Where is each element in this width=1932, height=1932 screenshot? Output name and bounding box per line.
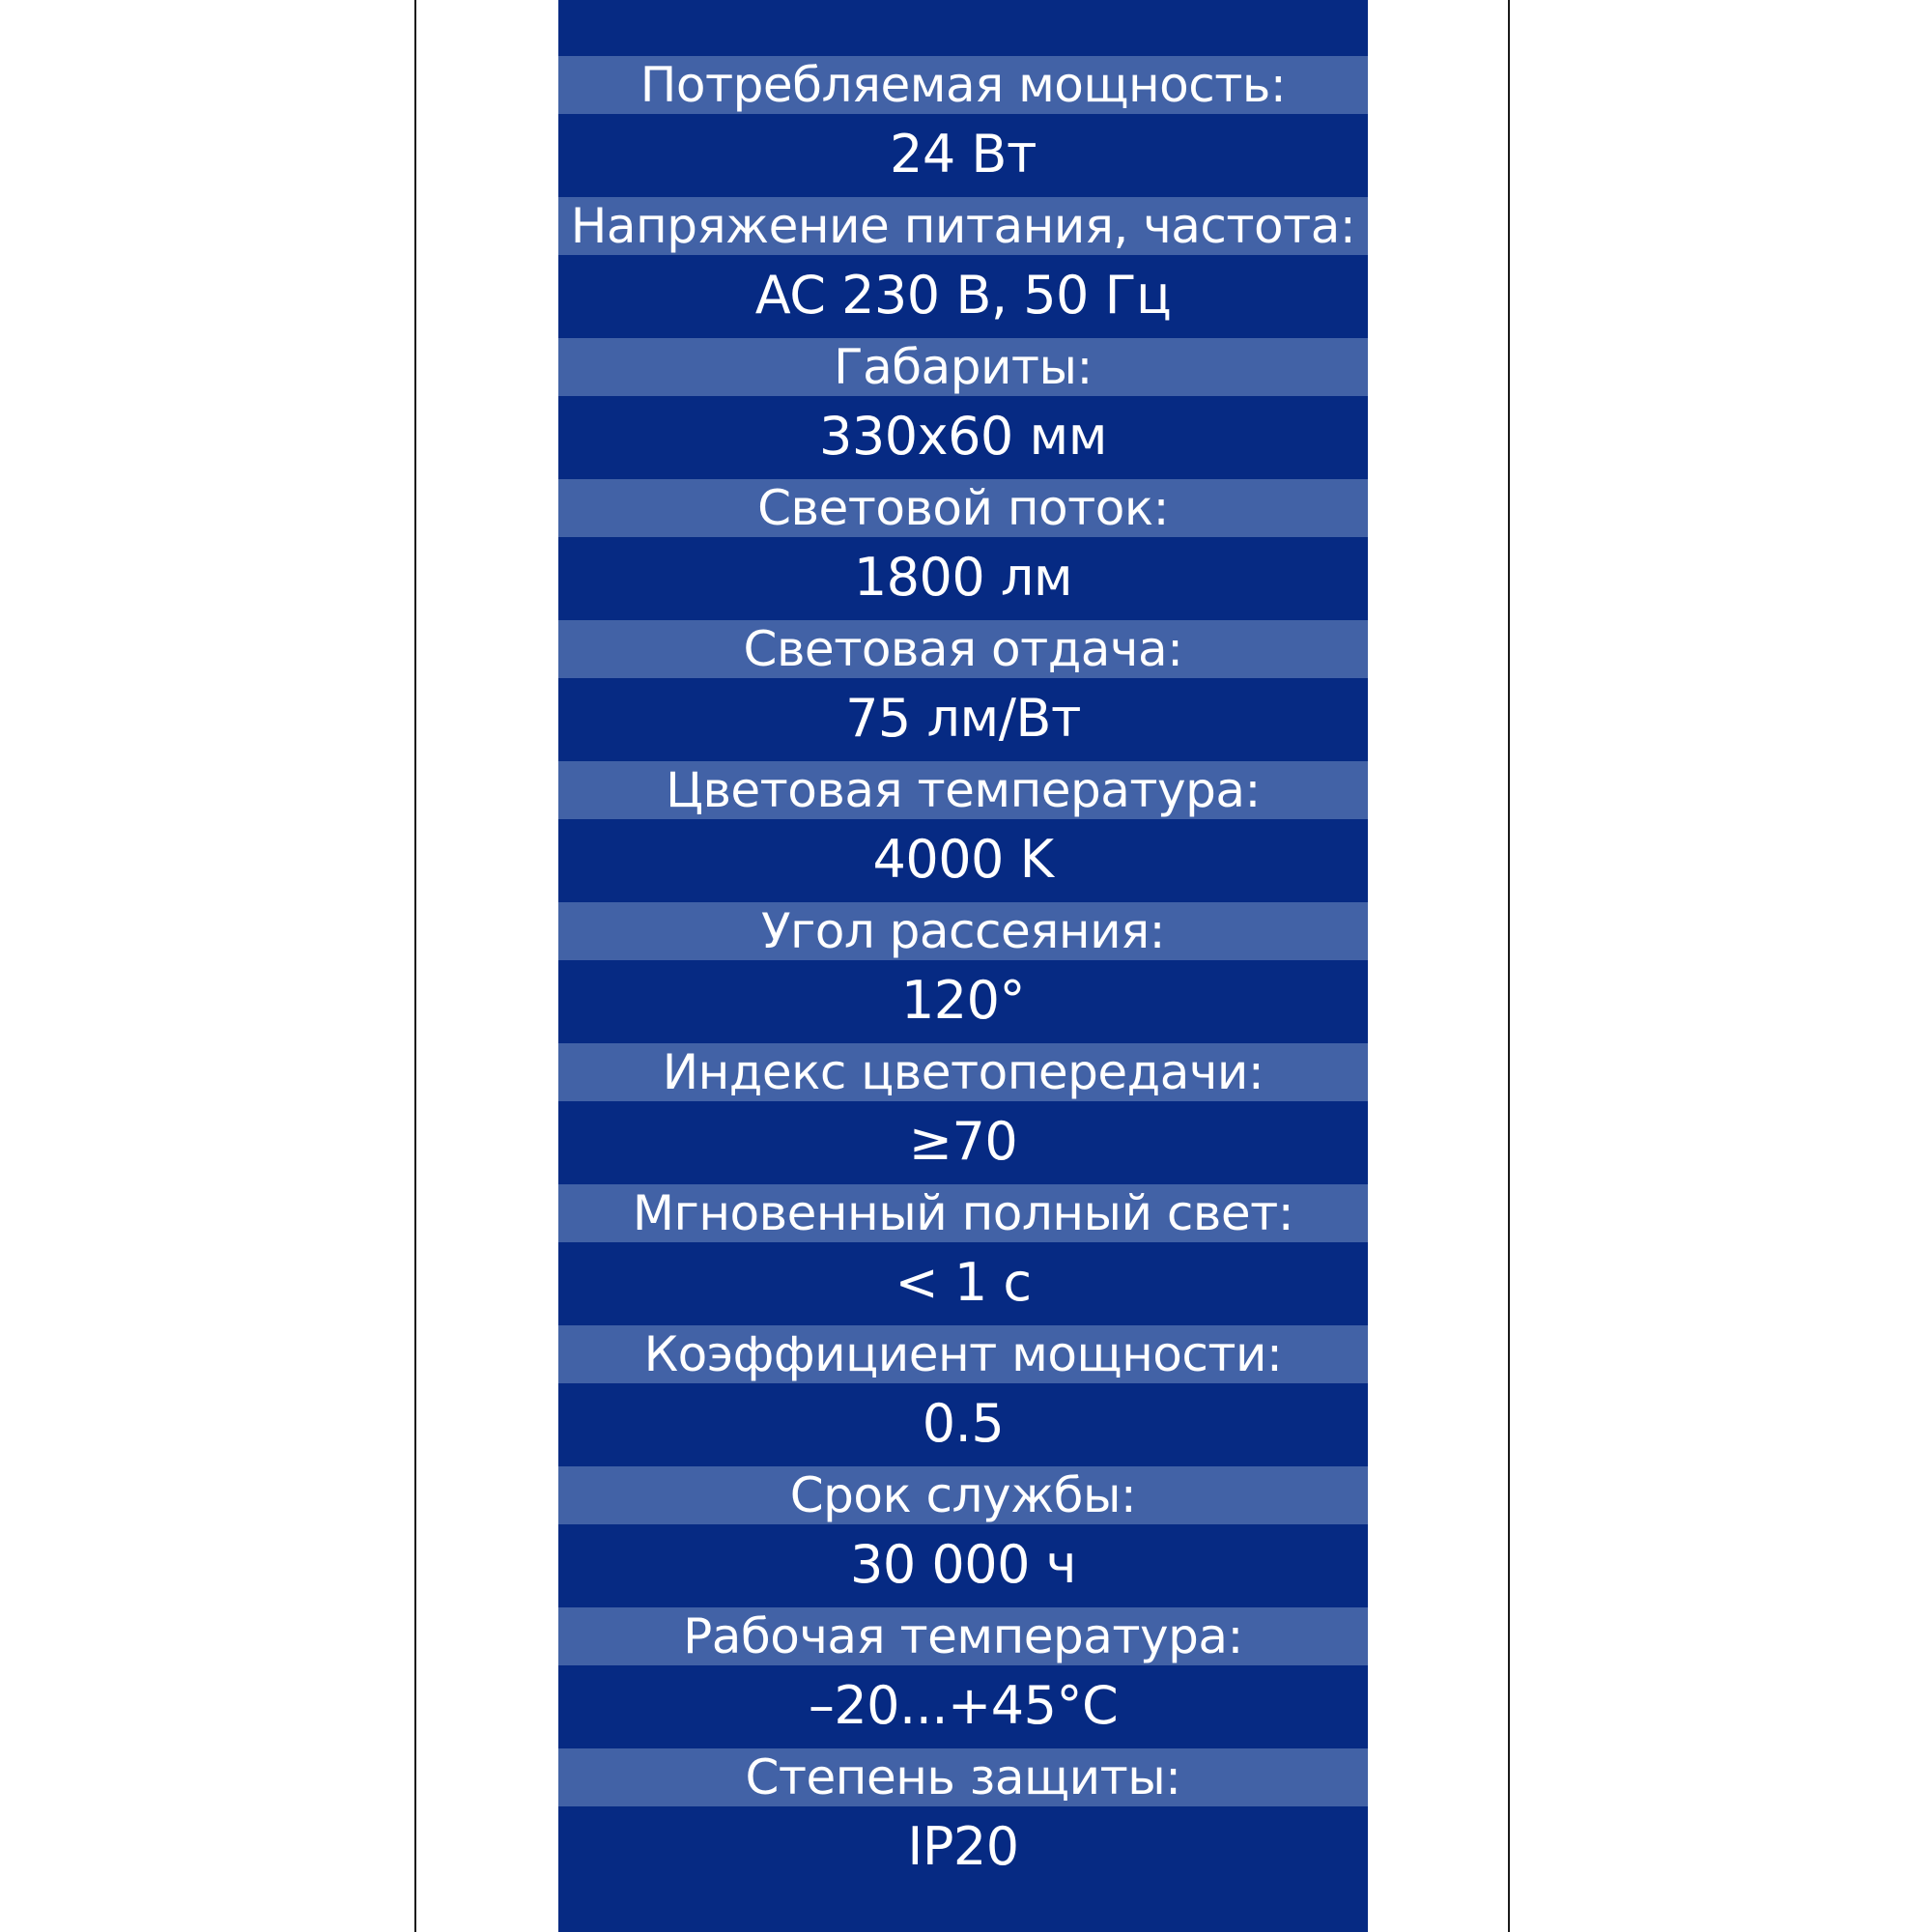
- spec-label: Срок службы:: [558, 1466, 1368, 1524]
- spec-label: Степень защиты:: [558, 1748, 1368, 1806]
- spec-value: AC 230 В, 50 Гц: [754, 264, 1172, 326]
- spec-value: 4000 K: [872, 828, 1054, 890]
- spec-value: IP20: [907, 1815, 1019, 1877]
- spec-value: ≥70: [908, 1110, 1018, 1172]
- spec-label: Световой поток:: [558, 479, 1368, 537]
- spec-value: 75 лм/Вт: [845, 687, 1081, 749]
- spec-label: Рабочая температура:: [558, 1607, 1368, 1665]
- spec-label: Цветовая температура:: [558, 761, 1368, 819]
- spec-label: Коэффициент мощности:: [558, 1325, 1368, 1383]
- spec-label: Напряжение питания, частота:: [558, 197, 1368, 255]
- spec-value: 330x60 мм: [819, 405, 1107, 467]
- spec-label: Мгновенный полный свет:: [558, 1184, 1368, 1242]
- spec-value: 120°: [900, 969, 1026, 1031]
- spec-value: 30 000 ч: [849, 1533, 1077, 1595]
- spec-label: Индекс цветопередачи:: [558, 1043, 1368, 1101]
- spec-value: –20...+45°C: [808, 1674, 1119, 1736]
- frame-line-left: [414, 0, 416, 1932]
- spec-value: < 1 с: [895, 1251, 1032, 1313]
- spec-value: 24 Вт: [890, 123, 1037, 185]
- spec-label: Угол рассеяния:: [558, 902, 1368, 960]
- spec-label: Световая отдача:: [558, 620, 1368, 678]
- spec-label: Габариты:: [558, 338, 1368, 396]
- spec-label: Потребляемая мощность:: [558, 56, 1368, 114]
- spec-value: 0.5: [922, 1392, 1005, 1454]
- frame-line-right: [1508, 0, 1510, 1932]
- spec-value: 1800 лм: [853, 546, 1073, 608]
- spec-panel: [558, 0, 1368, 1932]
